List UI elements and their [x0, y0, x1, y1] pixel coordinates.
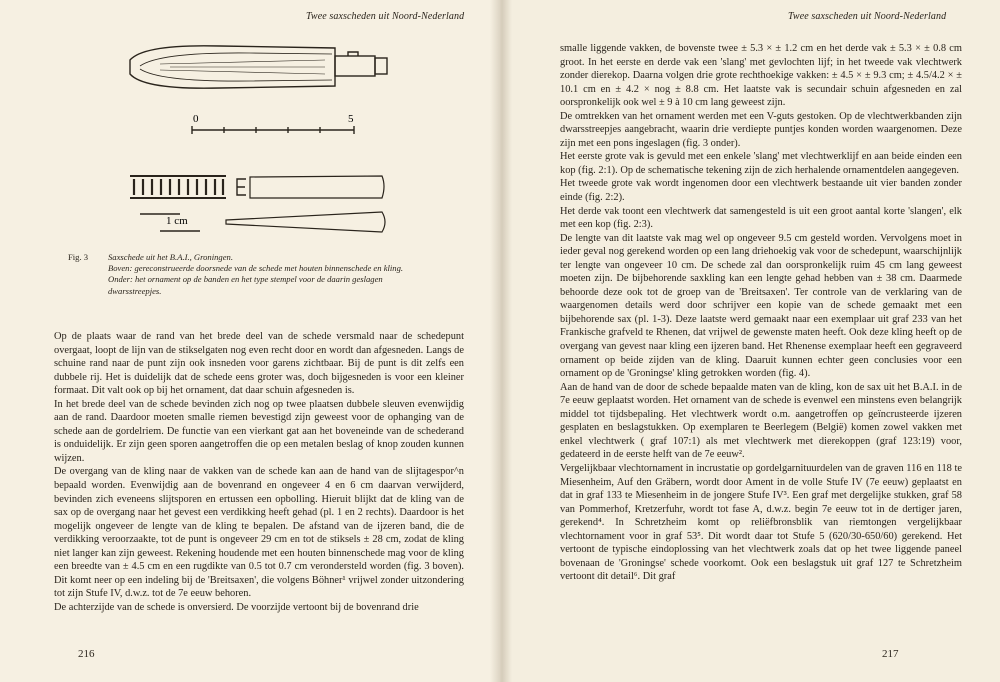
book-gutter	[490, 0, 512, 682]
paragraph: De achterzijde van de schede is onversierd. De voorzijde vertoont bij de bovenrand drie	[54, 601, 419, 613]
scabbard-drawing	[100, 36, 440, 248]
paragraph: Het derde vak toont een vlechtwerk dat samengesteld is uit een groot aantal korte 'slangen', elk met een kop (fig. 2:3).	[560, 205, 962, 231]
paragraph: In het brede deel van de schede bevinden zich nog op twee plaatsen dubbele sleuven evenwijdig aan de rand. Daardoor moeten smalle riemen bevestigd zijn geweest voor de ophanging van de schede aan de gordelriem. De functie van een vierkant gat aan het boveneinde van de schederand is onduidelijk. Er zijn geen sporen aangetroffen die op een metalen beslag of knop zouden kunnen wijzen.	[54, 398, 464, 464]
page-number-left: 216	[78, 648, 95, 660]
running-head-left: Twee saxscheden uit Noord-Nederland	[306, 11, 465, 22]
paragraph: Aan de hand van de door de schede bepaalde maten van de kling, kon de sax uit het B.A.I. in de 7e eeuw geplaatst worden. Het ornament van de schede is evenwel een minstens even belangrijk middel tot tijdsbepaling. Het vlechtwerk wordt o.m. aangetroffen op geïncrusteerde ijzeren gesplaten en beslagstukken. Op exemplaren te Beerlegem (België) komen zowel vakken met enkel vlechtwerk ( graf 107:1) als met vlechtwerk met dierekoppen (graf 123:19) voor, gedateerd in de eerste helft van de 7e eeuw².	[560, 381, 962, 461]
caption-line: Onder: het ornament op de banden en het type stempel voor de daarin geslagen	[108, 274, 383, 285]
paragraph: De overgang van de kling naar de vakken van de schede kan aan de hand van de slijtagespor^n bepaald worden. Evenwijdig aan de bovenrand en ongeveer 4 en 6 cm daarvan verwijderd, bevinden zich eveneens slijtsporen en ertussen een opbolling. Hieruit blijkt dat de kling van de sax op de overgang naar het gevest een verdikking heeft gehad (pl. 1 en 2 rechts). Daardoor is het mogelijk ongeveer de lengte van de kling te bepalen. De afstand van de ijzeren band, die de verdikking veroorzaakte, tot de punt is ongeveer 29 cm en tot de stiksels ± 28 cm, zodat de kling niet langer kan zijn geweest. Rekening houdende met een houten binnenschede mag voor de kling een breedte van ± 4.5 cm en een rugdikte van 0.5 tot 0.7 cm verondersteld worden (fig. 3 boven). Dit komt neer op een indeling bij de 'Breitsaxen', die volgens Böhner¹ vrijwel zonder uitzondering tot zijn Stufe IV, d.w.z. tot de 7e eeuw behoren.	[54, 466, 464, 600]
scale-label-1cm: 1 cm	[166, 215, 188, 227]
caption-line: Boven: gereconstrueerde doorsnede van de schede met houten binnenschede en kling.	[108, 263, 404, 274]
page-number-right: 217	[882, 648, 899, 660]
left-body-text	[54, 330, 464, 614]
scale-label-0: 0	[193, 113, 199, 125]
scale-label-5: 5	[348, 113, 354, 125]
running-head-right: Twee saxscheden uit Noord-Nederland	[788, 11, 947, 22]
caption-line: Saxschede uit het B.A.I., Groningen.	[108, 252, 233, 262]
paragraph: Het eerste grote vak is gevuld met een enkele 'slang' met vlechtwerklijf en aan beide einden een kop (fig. 2:1). Op de schematische tekening zijn de zich herhalende ornamentdelen aangegeven.	[560, 151, 962, 176]
paragraph: Vergelijkbaar vlechtornament in incrustatie op gordelgarnituurdelen van de graven 116 en 118 te Miesenheim, Auf den Gräbern, wordt door Ament in de volle Stufe IV (7e eeuw) geplaatst en dat in graf 133 te Miesenheim in de jongere Stufe IV³. Een graf met dergelijke stukken, graf 58 van Pommerhof, Kretzerfuhr, wordt tot fase A, d.w.z. begin 7e eeuw tot in de dertiger jaren, gerekend⁴. In Schretzheim komt op reliëfbronsblik van riemtongen vergelijkbaar vlechtornament voor in graf 53⁵. Dit wordt daar tot Stufe 5 (620/30-650/60) gerekend. Het vertoont de typische eindoplossing van het vlechtwerk zoals dat op het twee liggende paneel bovenaan de 'Groningse' schede voorkomt. Ook een beslagstuk uit graf 127 te Schretzheim vertoont dit detail⁶. Dit graf	[560, 462, 962, 583]
paragraph: smalle liggende vakken, de bovenste twee ± 5.3 × ± 1.2 cm en het derde vak ± 5.3 × ± 0.8 cm groot. In het eerste en derde vak een 'slang' met gevlochten lijf; in het tweede vak vlechtwerk zonder dierekop. Daarna volgen drie grote rechthoekige vakken: ± 4.5 × ± 9.3 cm; ± 4.5/4.2 × ± 10.1 cm en ± 4.2 × nog ± 8.8 cm. Het laatste vak is secundair schuin afgesneden en zal oorspronkelijk ook wel ± 9 à 10 cm lang geweest zijn.	[560, 43, 962, 109]
paragraph: Op de plaats waar de rand van het brede deel van de schede versmald naar de schedepunt overgaat, loopt de lijn van de stikselgaten nog even recht door en wordt dan afgesneden. Langs de schuine rand naar de punt zijn ook insneden voor garens zichtbaar. Bij de punt is dit zelfs een dubbele rij. Het is duidelijk dat de schede eens groter was, doch bijgesneden is voor een kleiner formaat. Dit valt ook op bij het ornament, dat daar schuin afgesneden is.	[54, 331, 464, 397]
paragraph: Het tweede grote vak wordt ingenomen door een vlechtwerk bestaande uit vier banden zonder einde (fig. 2:2).	[560, 178, 962, 204]
paragraph: De lengte van dit laatste vak mag wel op ongeveer 9.5 cm gesteld worden. Vervolgens moet in ieder geval nog gerekend worden op een lang driehoekig vak voor de schedepunt, waarschijnlijk ter lengte van ongeveer 10 cm. De schede zal dan oorspronkelijk ruim 45 cm lang geweest moeten zijn. De bijbehorende saxkling kan een lengte gehad hebben van ± 38 cm. Daarmede behoorde deze ook tot de groep van de 'Breitsaxen'. Ter controle van de verklaring van de waargenomen details werd door schrijver een kopie van de schede gemaakt met een bijbehorende sax (pl. 1-3). Deze laatste werd gemaakt naar een exemplaar uit graf 233 van het Frankische grafveld te Rhenen, dat vrijwel de gewenste maten heeft. Ook deze kling heeft op de overgang van gevest naar kling een ijzeren band. Het Rhenense exemplaar heeft een gegraveerd ornament op beide zijden van de kling. Daaruit kunnen echter geen conclusies voor een ornament op de 'Groningse' kling getrokken worden (fig. 4).	[560, 232, 962, 380]
caption-label: Fig. 3	[68, 252, 89, 262]
right-body-text	[560, 42, 962, 584]
figure-3	[100, 36, 440, 248]
paragraph: De omtrekken van het ornament werden met een V-guts gestoken. Op de vlechtwerkbanden zijn dwarsstreepjes aangebracht, waarin drie verdiepte puntjes konden worden waargenomen. Deze zijn met een pons ingeslagen (fig. 3 onder).	[560, 110, 962, 149]
caption-line: dwarsstreepjes.	[108, 285, 162, 296]
